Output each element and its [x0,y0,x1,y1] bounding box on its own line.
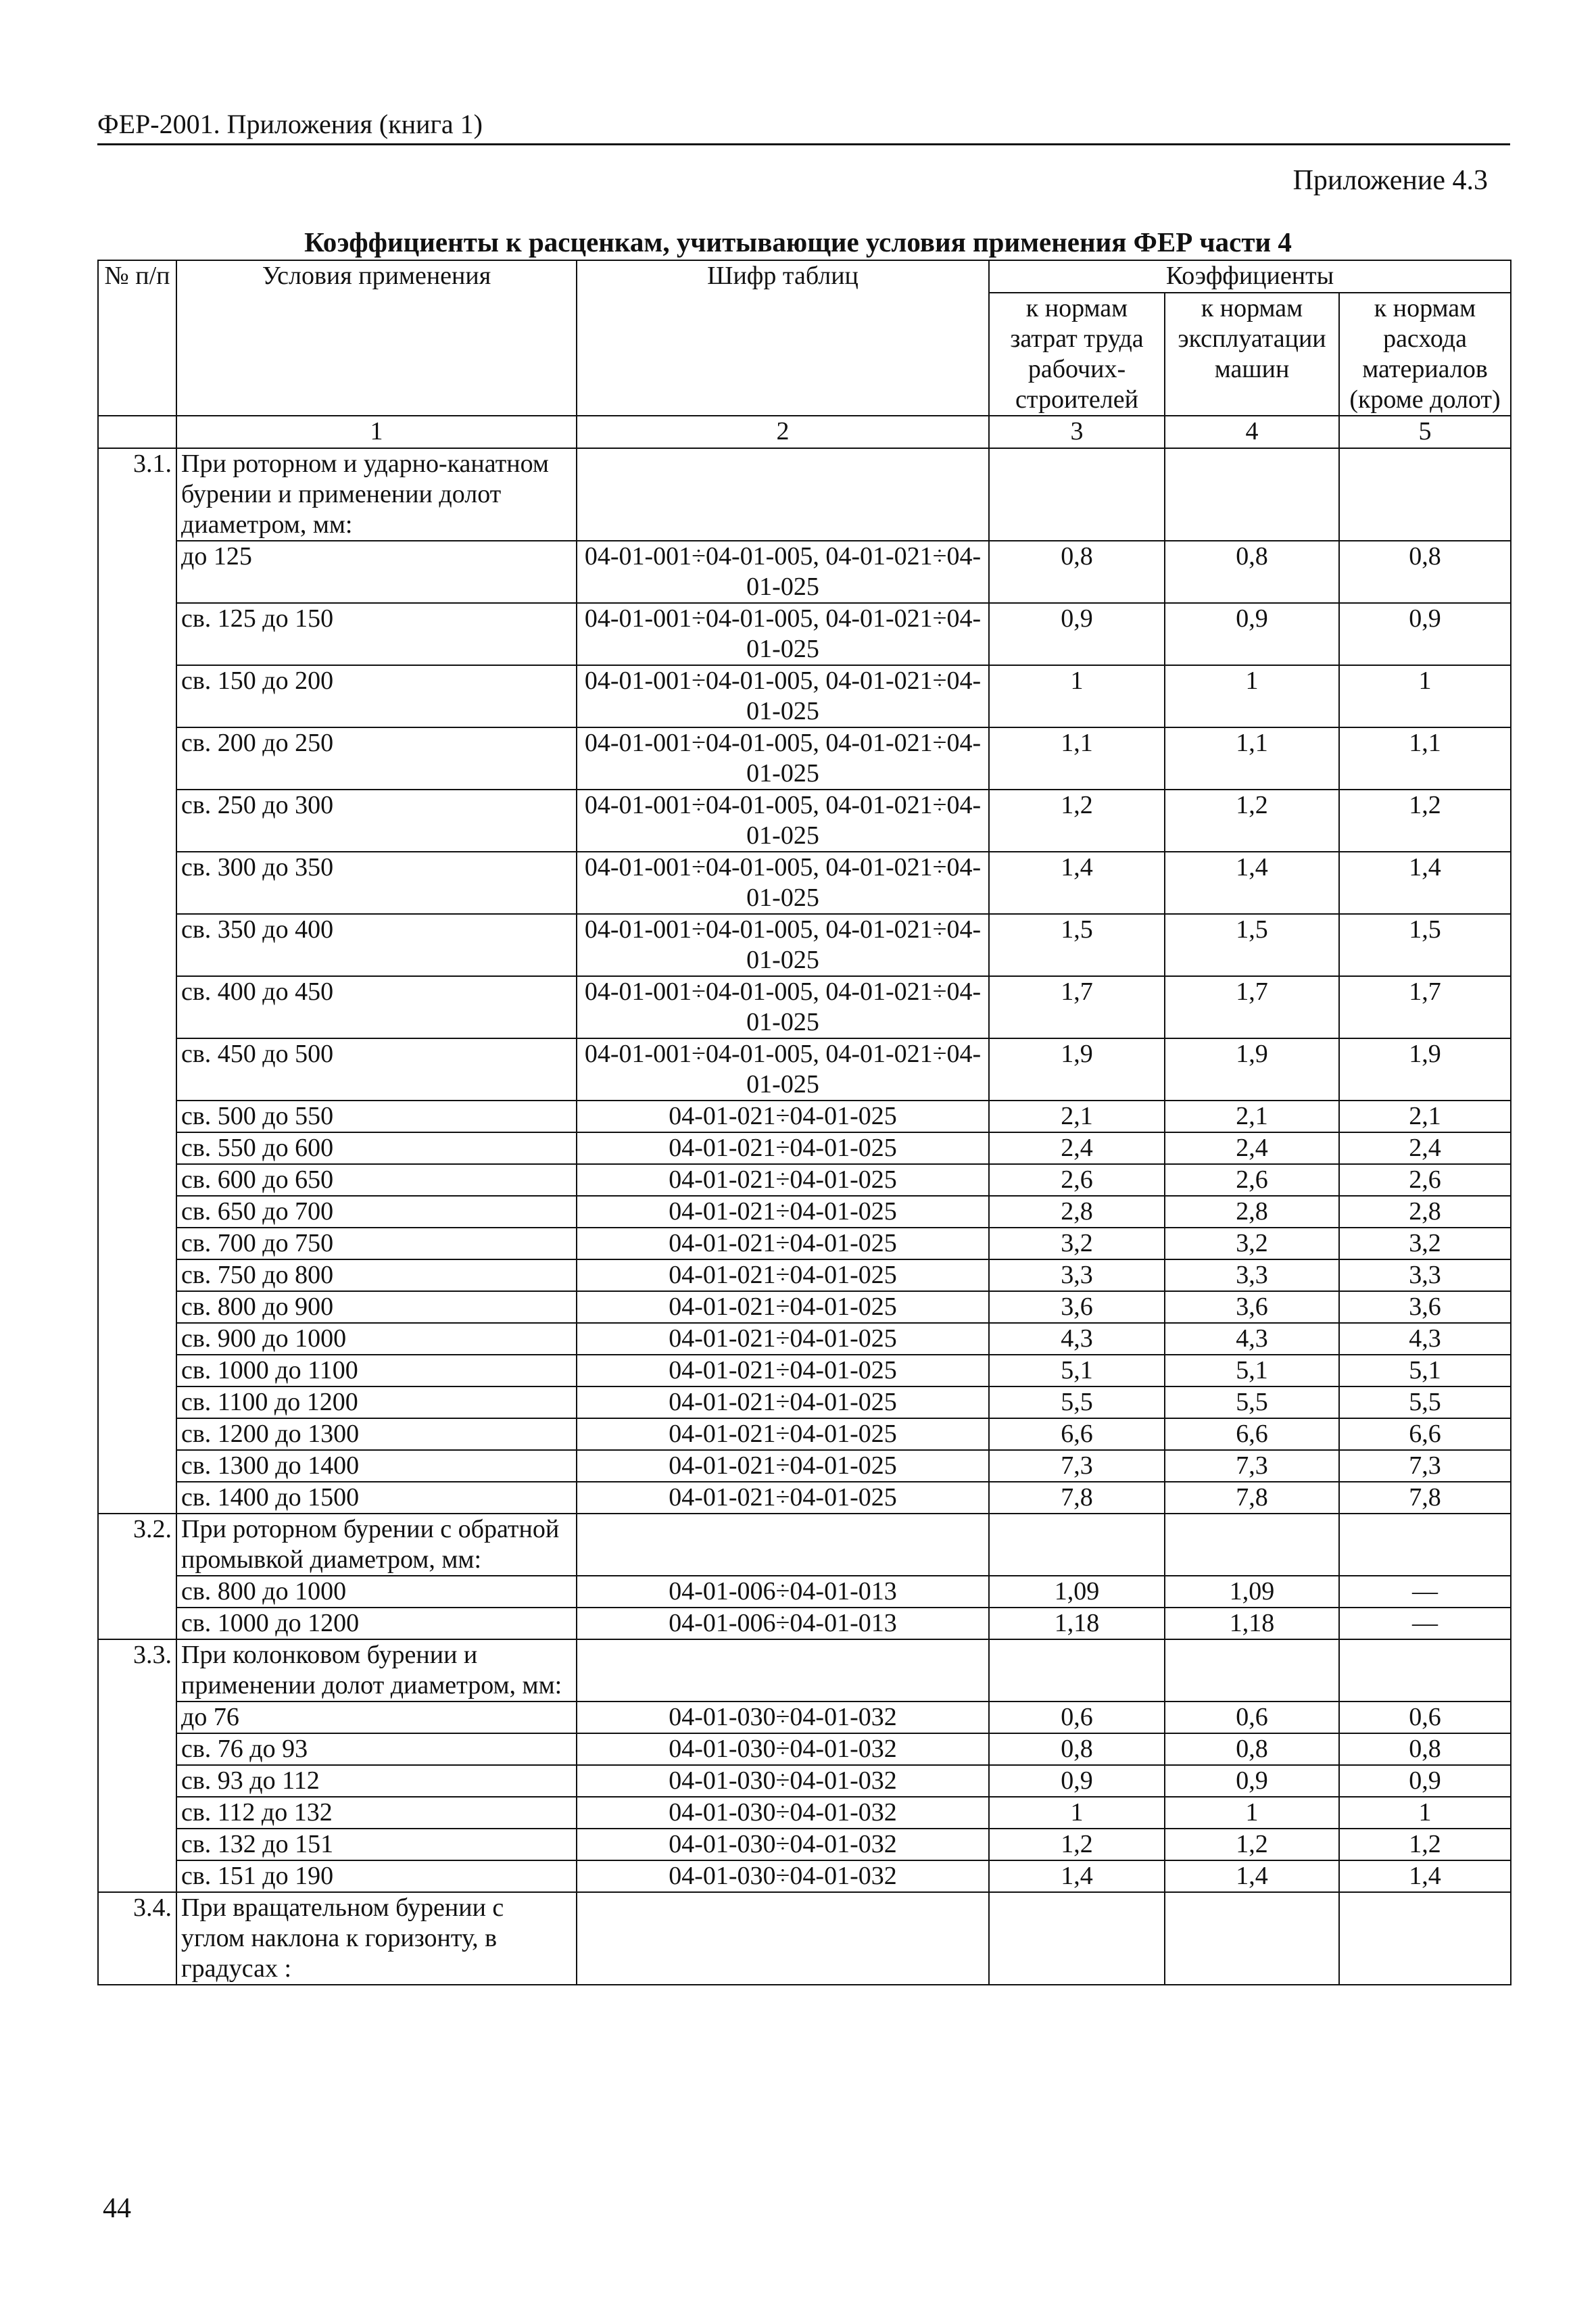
row-table-code: 04-01-006÷04-01-013 [577,1608,989,1639]
row-coef-machines: 6,6 [1165,1418,1339,1450]
row-coef-machines: 2,6 [1165,1164,1339,1196]
row-table-code: 04-01-021÷04-01-025 [577,1355,989,1386]
row-condition: св. 750 до 800 [176,1259,577,1291]
table-row [98,1259,1511,1291]
row-coef-materials: 3,3 [1339,1259,1511,1291]
empty-cell [989,1892,1165,1985]
section-title: При роторном и ударно-канатном бурении и применении долот диаметром, мм: [176,448,577,541]
row-table-code: 04-01-001÷04-01-005, 04-01-021÷04-01-025 [577,852,989,914]
table-row [98,1639,1511,1702]
row-coef-materials: 3,6 [1339,1291,1511,1323]
row-condition: св. 112 до 132 [176,1797,577,1829]
table-row [98,1797,1511,1829]
row-coef-materials: 0,8 [1339,541,1511,603]
row-table-code: 04-01-021÷04-01-025 [577,1196,989,1228]
row-table-code: 04-01-001÷04-01-005, 04-01-021÷04-01-025 [577,914,989,976]
table-row [98,1576,1511,1608]
table-row [98,1323,1511,1355]
row-coef-machines: 1,7 [1165,976,1339,1038]
empty-cell [1165,448,1339,541]
row-coef-labor: 1 [989,665,1165,727]
table-row [98,1892,1511,1985]
row-coef-labor: 1,2 [989,1829,1165,1860]
page-number: 44 [103,2193,131,2224]
row-coef-machines: 3,3 [1165,1259,1339,1291]
header-code: Шифр таблиц [577,260,989,416]
row-table-code: 04-01-021÷04-01-025 [577,1101,989,1132]
section-number: 3.1. [98,448,176,1514]
row-coef-labor: 2,1 [989,1101,1165,1132]
table-row [98,1702,1511,1733]
section-title: При колонковом бурении и применении долот диаметром, мм: [176,1639,577,1702]
row-coef-materials: 1 [1339,1797,1511,1829]
row-coef-machines: 1,4 [1165,1860,1339,1892]
row-coef-labor: 0,8 [989,1733,1165,1765]
row-coef-machines: 2,4 [1165,1132,1339,1164]
row-coef-labor: 1,09 [989,1576,1165,1608]
row-coef-labor: 2,8 [989,1196,1165,1228]
row-condition: св. 900 до 1000 [176,1323,577,1355]
col-number: 2 [577,416,989,448]
row-coef-materials: 1,2 [1339,790,1511,852]
section-number: 3.2. [98,1514,176,1639]
table-row [98,1228,1511,1259]
running-header: ФЕР-2001. Приложения (книга 1) [97,108,1510,145]
row-coef-labor: 6,6 [989,1418,1165,1450]
empty-cell [1165,1514,1339,1576]
row-table-code: 04-01-021÷04-01-025 [577,1418,989,1450]
row-table-code: 04-01-021÷04-01-025 [577,1132,989,1164]
row-condition: св. 1000 до 1100 [176,1355,577,1386]
row-table-code: 04-01-030÷04-01-032 [577,1702,989,1733]
row-condition: до 76 [176,1702,577,1733]
row-coef-machines: 2,8 [1165,1196,1339,1228]
row-coef-labor: 5,5 [989,1386,1165,1418]
table-row [98,976,1511,1038]
row-table-code: 04-01-021÷04-01-025 [577,1482,989,1514]
table-row [98,1860,1511,1892]
empty-cell [1339,1892,1511,1985]
table-row [98,448,1511,541]
row-coef-materials: 1,2 [1339,1829,1511,1860]
row-coef-labor: 2,6 [989,1164,1165,1196]
row-table-code: 04-01-030÷04-01-032 [577,1860,989,1892]
row-table-code: 04-01-030÷04-01-032 [577,1829,989,1860]
table-row [98,541,1511,603]
row-coef-materials: 3,2 [1339,1228,1511,1259]
row-coef-materials: 0,9 [1339,1765,1511,1797]
row-table-code: 04-01-001÷04-01-005, 04-01-021÷04-01-025 [577,790,989,852]
empty-cell [989,1639,1165,1702]
row-coef-labor: 1,7 [989,976,1165,1038]
row-condition: св. 350 до 400 [176,914,577,976]
row-table-code: 04-01-001÷04-01-005, 04-01-021÷04-01-025 [577,665,989,727]
row-condition: св. 300 до 350 [176,852,577,914]
row-table-code: 04-01-021÷04-01-025 [577,1386,989,1418]
row-table-code: 04-01-021÷04-01-025 [577,1259,989,1291]
col-number: 1 [176,416,577,448]
table-row [98,1418,1511,1450]
row-coef-materials: 1,9 [1339,1038,1511,1101]
row-coef-machines: 1,4 [1165,852,1339,914]
row-coef-materials: 7,3 [1339,1450,1511,1482]
table-title: Коэффициенты к расценкам, учитывающие условия применения ФЕР части 4 [304,226,1292,258]
row-condition: св. 200 до 250 [176,727,577,790]
table-row [98,1386,1511,1418]
table-row [98,1164,1511,1196]
col-number: 4 [1165,416,1339,448]
row-coef-materials: 2,1 [1339,1101,1511,1132]
row-table-code: 04-01-030÷04-01-032 [577,1733,989,1765]
row-table-code: 04-01-006÷04-01-013 [577,1576,989,1608]
row-coef-materials: 1,1 [1339,727,1511,790]
row-coef-labor: 1,1 [989,727,1165,790]
empty-cell [1339,1514,1511,1576]
row-coef-materials: 5,1 [1339,1355,1511,1386]
row-coef-labor: 1 [989,1797,1165,1829]
row-condition: св. 800 до 900 [176,1291,577,1323]
row-coef-labor: 1,2 [989,790,1165,852]
table-row [98,1765,1511,1797]
table-row [98,852,1511,914]
row-table-code: 04-01-021÷04-01-025 [577,1450,989,1482]
row-table-code: 04-01-030÷04-01-032 [577,1797,989,1829]
row-coef-materials: 0,8 [1339,1733,1511,1765]
empty-cell [1165,1639,1339,1702]
row-table-code: 04-01-001÷04-01-005, 04-01-021÷04-01-025 [577,976,989,1038]
table-row [98,1482,1511,1514]
row-condition: св. 125 до 150 [176,603,577,665]
table-row [98,1608,1511,1639]
row-coef-machines: 0,8 [1165,1733,1339,1765]
row-coef-labor: 0,9 [989,1765,1165,1797]
empty-cell [577,1639,989,1702]
row-coef-machines: 1,2 [1165,1829,1339,1860]
header-materials: к нормам расхода материалов (кроме долот) [1339,293,1511,416]
header-conditions: Условия применения [176,260,577,416]
row-coef-machines: 0,9 [1165,603,1339,665]
row-coef-materials: 1,4 [1339,852,1511,914]
row-condition: св. 650 до 700 [176,1196,577,1228]
row-condition: св. 500 до 550 [176,1101,577,1132]
row-condition: св. 132 до 151 [176,1829,577,1860]
table-row [98,1196,1511,1228]
table-row [98,1514,1511,1576]
table-row [98,1101,1511,1132]
row-condition: св. 800 до 1000 [176,1576,577,1608]
row-coef-labor: 1,9 [989,1038,1165,1101]
row-coef-machines: 1,2 [1165,790,1339,852]
col-number: 5 [1339,416,1511,448]
row-coef-machines: 0,8 [1165,541,1339,603]
row-condition: св. 1000 до 1200 [176,1608,577,1639]
row-coef-labor: 5,1 [989,1355,1165,1386]
table-row [98,914,1511,976]
row-coef-labor: 1,4 [989,1860,1165,1892]
table-row [98,1829,1511,1860]
row-coef-materials: 2,8 [1339,1196,1511,1228]
row-coef-machines: 1,5 [1165,914,1339,976]
row-condition: св. 550 до 600 [176,1132,577,1164]
row-condition: св. 76 до 93 [176,1733,577,1765]
row-table-code: 04-01-001÷04-01-005, 04-01-021÷04-01-025 [577,1038,989,1101]
row-coef-machines: 7,8 [1165,1482,1339,1514]
table-row [98,727,1511,790]
empty-cell [577,448,989,541]
table-row [98,1038,1511,1101]
row-coef-machines: 4,3 [1165,1323,1339,1355]
empty-cell [577,1892,989,1985]
row-table-code: 04-01-001÷04-01-005, 04-01-021÷04-01-025 [577,541,989,603]
row-coef-machines: 1,09 [1165,1576,1339,1608]
header-no: № п/п [98,260,176,416]
header-labor: к нормам затрат труда рабочих-строителей [989,293,1165,416]
table-row [98,665,1511,727]
row-coef-machines: 5,1 [1165,1355,1339,1386]
row-coef-materials: 1,5 [1339,914,1511,976]
row-table-code: 04-01-001÷04-01-005, 04-01-021÷04-01-025 [577,603,989,665]
row-coef-materials: 0,9 [1339,603,1511,665]
row-condition: св. 1300 до 1400 [176,1450,577,1482]
row-condition: св. 1400 до 1500 [176,1482,577,1514]
row-condition: св. 1100 до 1200 [176,1386,577,1418]
row-coef-labor: 7,8 [989,1482,1165,1514]
empty-cell [989,448,1165,541]
table-body [98,448,1511,1985]
row-condition: св. 93 до 112 [176,1765,577,1797]
section-title: При вращательном бурении с углом наклона к горизонту, в градусах : [176,1892,577,1985]
row-condition: св. 400 до 450 [176,976,577,1038]
header-coefficients: Коэффициенты [989,260,1511,293]
row-coef-materials: 0,6 [1339,1702,1511,1733]
table-row [98,1132,1511,1164]
row-condition: св. 250 до 300 [176,790,577,852]
row-coef-machines: 0,6 [1165,1702,1339,1733]
row-condition: св. 150 до 200 [176,665,577,727]
row-coef-labor: 4,3 [989,1323,1165,1355]
row-coef-materials: 7,8 [1339,1482,1511,1514]
row-coef-materials: 4,3 [1339,1323,1511,1355]
row-condition: св. 1200 до 1300 [176,1418,577,1450]
section-title: При роторном бурении с обратной промывкой диаметром, мм: [176,1514,577,1576]
row-condition: до 125 [176,541,577,603]
row-coef-materials: — [1339,1576,1511,1608]
row-coef-machines: 0,9 [1165,1765,1339,1797]
row-coef-labor: 3,6 [989,1291,1165,1323]
row-coef-materials: 2,4 [1339,1132,1511,1164]
row-coef-machines: 1 [1165,1797,1339,1829]
empty-cell [989,1514,1165,1576]
row-coef-machines: 3,6 [1165,1291,1339,1323]
row-coef-materials: 1,4 [1339,1860,1511,1892]
row-coef-machines: 2,1 [1165,1101,1339,1132]
row-coef-materials: 1 [1339,665,1511,727]
row-coef-labor: 3,3 [989,1259,1165,1291]
row-coef-machines: 7,3 [1165,1450,1339,1482]
empty-cell [1339,1639,1511,1702]
row-table-code: 04-01-001÷04-01-005, 04-01-021÷04-01-025 [577,727,989,790]
table-row [98,1355,1511,1386]
col-number-blank [98,416,176,448]
row-coef-labor: 7,3 [989,1450,1165,1482]
row-coef-materials: 6,6 [1339,1418,1511,1450]
table-row [98,1291,1511,1323]
row-table-code: 04-01-021÷04-01-025 [577,1291,989,1323]
row-coef-materials: 1,7 [1339,976,1511,1038]
row-condition: св. 700 до 750 [176,1228,577,1259]
section-number: 3.4. [98,1892,176,1985]
row-table-code: 04-01-021÷04-01-025 [577,1164,989,1196]
row-coef-machines: 1,1 [1165,727,1339,790]
row-coef-machines: 1,18 [1165,1608,1339,1639]
row-table-code: 04-01-030÷04-01-032 [577,1765,989,1797]
row-coef-labor: 0,6 [989,1702,1165,1733]
coefficients-table [97,260,1512,1985]
row-coef-materials: 2,6 [1339,1164,1511,1196]
empty-cell [1165,1892,1339,1985]
row-coef-machines: 1 [1165,665,1339,727]
row-coef-labor: 1,4 [989,852,1165,914]
table-row [98,603,1511,665]
table-row [98,1733,1511,1765]
row-coef-labor: 3,2 [989,1228,1165,1259]
appendix-label: Приложение 4.3 [1292,165,1488,196]
row-coef-labor: 0,8 [989,541,1165,603]
row-table-code: 04-01-021÷04-01-025 [577,1228,989,1259]
empty-cell [1339,448,1511,541]
row-condition: св. 450 до 500 [176,1038,577,1101]
row-coef-labor: 2,4 [989,1132,1165,1164]
table-row [98,790,1511,852]
header-machines: к нормам эксплуатации машин [1165,293,1339,416]
col-number: 3 [989,416,1165,448]
row-coef-machines: 1,9 [1165,1038,1339,1101]
row-coef-materials: 5,5 [1339,1386,1511,1418]
empty-cell [577,1514,989,1576]
section-number: 3.3. [98,1639,176,1892]
row-coef-machines: 5,5 [1165,1386,1339,1418]
row-coef-materials: — [1339,1608,1511,1639]
row-coef-machines: 3,2 [1165,1228,1339,1259]
row-coef-labor: 1,5 [989,914,1165,976]
row-coef-labor: 0,9 [989,603,1165,665]
row-condition: св. 151 до 190 [176,1860,577,1892]
row-table-code: 04-01-021÷04-01-025 [577,1323,989,1355]
table-row [98,1450,1511,1482]
row-condition: св. 600 до 650 [176,1164,577,1196]
row-coef-labor: 1,18 [989,1608,1165,1639]
